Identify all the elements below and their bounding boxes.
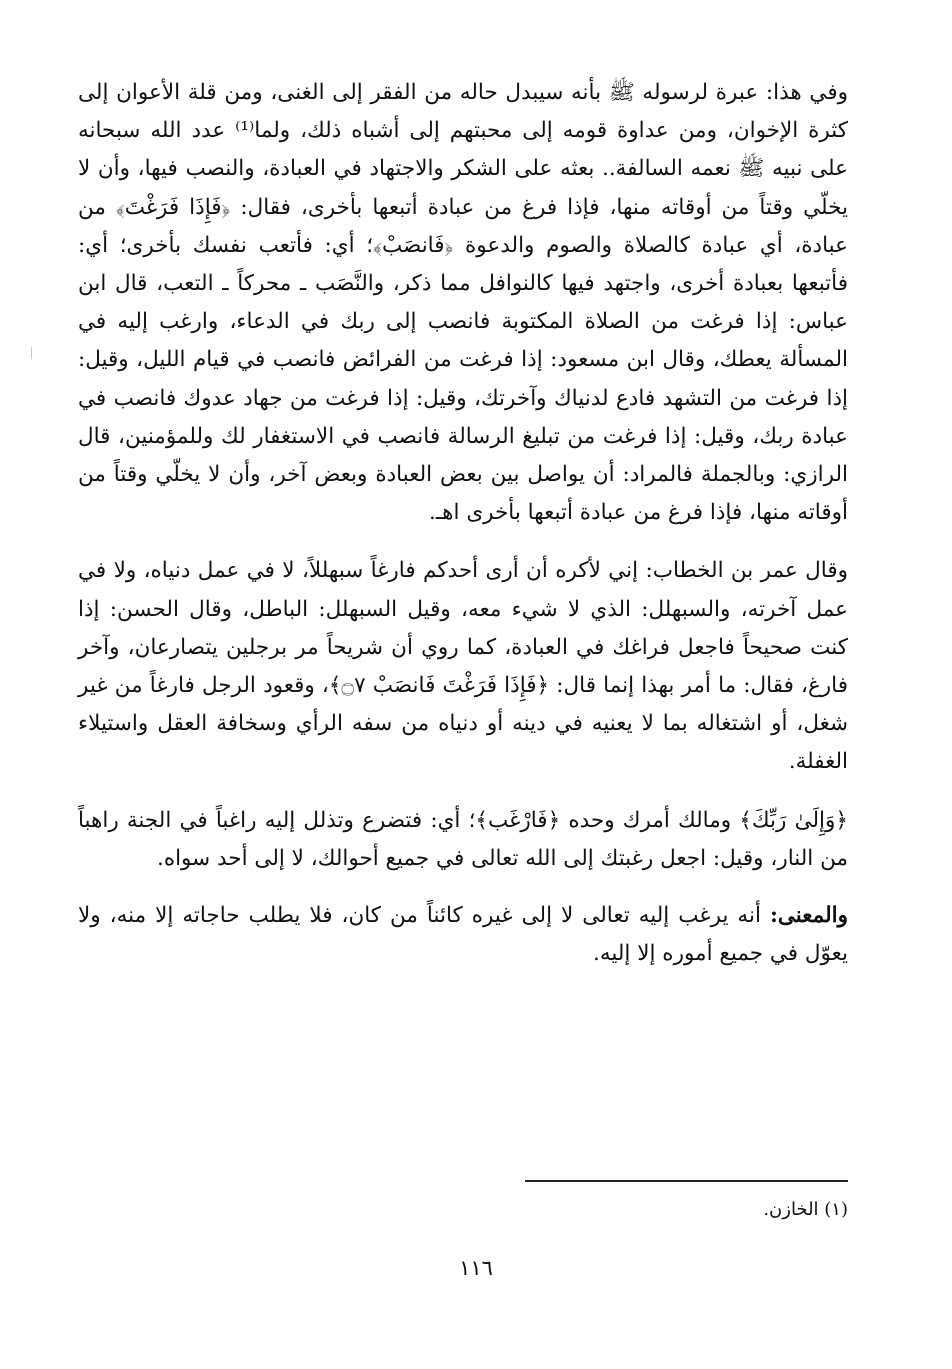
bold-lead-term: والمعنى: <box>769 903 848 929</box>
paragraph: وفي هذا: عبرة لرسوله ﷺ بأنه سيبدل حاله من الفقر إلى الغنى، ومن قلة الأعوان إلى كثرة الإخوان، ومن عداوة قومه إلى محبتهم إلى أشباه ذلك، ولما⁽¹⁾ عدد الله سبحانه على نبيه ﷺ نعمه السالفة.. بعثه على الشكر والاجتهاد في العبادة، والنصب فيها، وأن لا يخلّي وقتاً من أوقاته منها، فإذا فرغ من عبادة أتبعها بأخرى، فقال: ﴿فَإِذَا فَرَغْتَ﴾ من عبادة، أي عبادة كالصلاة والصوم والدعوة ﴿فَانصَبْ﴾؛ أي: فأتعب نفسك بأخرى؛ أي: فأتبعها بعبادة أخرى، واجتهد فيها كالنوافل مما ذكر، والنَّصَب ـ محركاً ـ التعب، قال ابن عباس: إذا فرغت من الصلاة المكتوبة فانصب إلى ربك في الدعاء، وارغب إليه في المسألة يعطك، وقال ابن مسعود: إذا فرغت من الفرائض فانصب في قيام الليل، وقيل: إذا فرغت من التشهد فادع لدنياك وآخرتك، وقيل: إذا فرغت من جهاد عدوك فانصب في عبادة ربك، وقيل: إذا فرغت من تبليغ الرسالة فانصب في الاستغفار لك وللمؤمنين، قال الرازي: وبالجملة فالمراد: أن يواصل بين بعض العبادة وبعض آخر، وأن لا يخلّي وقتاً من أوقاته منها، فإذا فرغ من عبادة أتبعها بأخرى اهـ. <box>78 80 848 526</box>
page-body <box>78 74 848 973</box>
paragraph-meaning <box>78 897 848 973</box>
paragraph: ﴿وَإِلَىٰ رَبِّكَ﴾ ومالك أمرك وحده ﴿فَارْغَب﴾؛ أي: فتضرع وتذلل إليه راغباً في الجنة راهباً من النار، وقيل: اجعل رغبتك إلى الله تعالى في جميع أحوالك، لا إلى أحد سواه. <box>78 807 848 871</box>
paragraph: وقال عمر بن الخطاب: إني لأكره أن أرى أحدكم فارغاً سبهللاً، لا في عمل دنياه، ولا في عمل آخرته، والسبهلل: الذي لا شيء معه، وقيل السبهلل: الباطل، وقال الحسن: إذا كنت صحيحاً فاجعل فراغك في العبادة، كما روي أن شريحاً مر برجلين يتصارعان، وآخر فارغ، فقال: ما أمر بهذا إنما قال: ﴿فَإِذَا فَرَغْتَ فَانصَبْ ۝٧﴾، وقعود الرجل فارغاً من غير شغل، أو اشتغاله بما لا يعنيه في دينه أو دنياه من سفه الرأي وسخافة العقل واستيلاء الغفلة. <box>78 558 848 775</box>
footnote-divider <box>525 1180 848 1182</box>
footnote: (١) الخازن. <box>763 1199 848 1220</box>
scan-mark <box>31 347 32 359</box>
paragraph-text: أنه يرغب إليه تعالى لا إلى غيره كائناً من كان، فلا يطلب حاجاته إلا منه، ولا يعوّل في جميع أموره إلا إليه. <box>78 903 848 967</box>
page-number: ١١٦ <box>459 1256 493 1280</box>
